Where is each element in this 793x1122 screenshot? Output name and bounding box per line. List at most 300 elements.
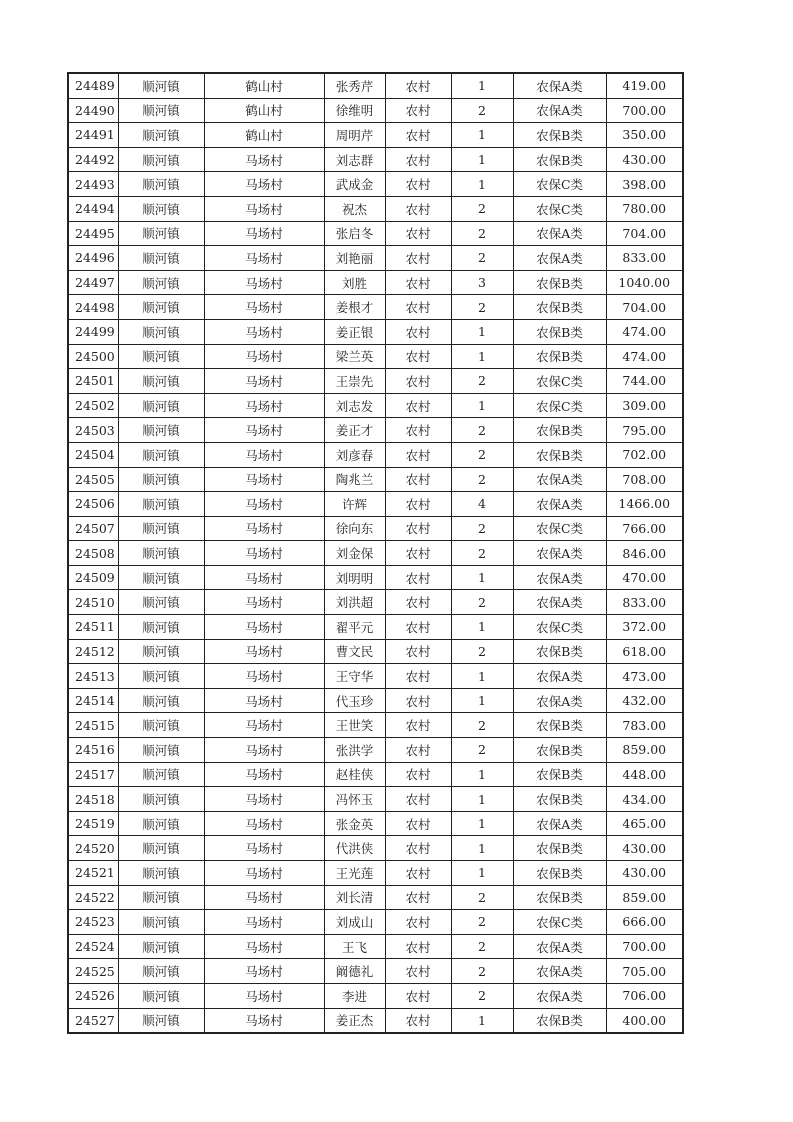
member-count-cell: 2 <box>451 934 513 959</box>
row-id-cell: 24502 <box>68 393 118 418</box>
insurance-category-cell: 农保C类 <box>513 516 606 541</box>
person-name-cell: 王守华 <box>324 664 385 689</box>
household-type-cell: 农村 <box>385 565 451 590</box>
member-count-cell: 2 <box>451 910 513 935</box>
table-row <box>68 565 683 590</box>
member-count-cell: 1 <box>451 762 513 787</box>
household-type-cell: 农村 <box>385 910 451 935</box>
table-row <box>68 246 683 271</box>
member-count-cell: 2 <box>451 295 513 320</box>
member-count-cell: 2 <box>451 959 513 984</box>
person-name-cell: 刘洪超 <box>324 590 385 615</box>
row-id-cell: 24520 <box>68 836 118 861</box>
household-type-cell: 农村 <box>385 442 451 467</box>
village-cell: 马场村 <box>204 172 324 197</box>
table-row <box>68 196 683 221</box>
village-cell: 马场村 <box>204 590 324 615</box>
table-row <box>68 467 683 492</box>
insurance-category-cell: 农保A类 <box>513 688 606 713</box>
row-id-cell: 24505 <box>68 467 118 492</box>
amount-cell: 350.00 <box>606 123 683 148</box>
amount-cell: 700.00 <box>606 934 683 959</box>
insurance-category-cell: 农保A类 <box>513 565 606 590</box>
insurance-category-cell: 农保B类 <box>513 442 606 467</box>
table-row <box>68 934 683 959</box>
member-count-cell: 2 <box>451 713 513 738</box>
table-row <box>68 959 683 984</box>
table-row <box>68 836 683 861</box>
village-cell: 马场村 <box>204 467 324 492</box>
household-type-cell: 农村 <box>385 172 451 197</box>
town-cell: 顺河镇 <box>118 492 204 517</box>
table-row <box>68 123 683 148</box>
village-cell: 马场村 <box>204 639 324 664</box>
row-id-cell: 24497 <box>68 270 118 295</box>
person-name-cell: 翟平元 <box>324 615 385 640</box>
person-name-cell: 曹文民 <box>324 639 385 664</box>
row-id-cell: 24506 <box>68 492 118 517</box>
person-name-cell: 姜正杰 <box>324 1008 385 1033</box>
row-id-cell: 24519 <box>68 811 118 836</box>
amount-cell: 419.00 <box>606 73 683 98</box>
insurance-category-cell: 农保C类 <box>513 393 606 418</box>
amount-cell: 434.00 <box>606 787 683 812</box>
amount-cell: 473.00 <box>606 664 683 689</box>
town-cell: 顺河镇 <box>118 270 204 295</box>
table-row <box>68 172 683 197</box>
town-cell: 顺河镇 <box>118 516 204 541</box>
amount-cell: 795.00 <box>606 418 683 443</box>
row-id-cell: 24503 <box>68 418 118 443</box>
household-type-cell: 农村 <box>385 418 451 443</box>
village-cell: 马场村 <box>204 836 324 861</box>
row-id-cell: 24525 <box>68 959 118 984</box>
town-cell: 顺河镇 <box>118 615 204 640</box>
village-cell: 马场村 <box>204 270 324 295</box>
person-name-cell: 徐维明 <box>324 98 385 123</box>
village-cell: 马场村 <box>204 762 324 787</box>
row-id-cell: 24512 <box>68 639 118 664</box>
row-id-cell: 24490 <box>68 98 118 123</box>
town-cell: 顺河镇 <box>118 393 204 418</box>
row-id-cell: 24527 <box>68 1008 118 1033</box>
village-cell: 马场村 <box>204 344 324 369</box>
insurance-category-cell: 农保A类 <box>513 541 606 566</box>
household-type-cell: 农村 <box>385 1008 451 1033</box>
town-cell: 顺河镇 <box>118 123 204 148</box>
household-type-cell: 农村 <box>385 270 451 295</box>
member-count-cell: 1 <box>451 861 513 886</box>
person-name-cell: 陶兆兰 <box>324 467 385 492</box>
town-cell: 顺河镇 <box>118 959 204 984</box>
person-name-cell: 赵桂侠 <box>324 762 385 787</box>
insurance-category-cell: 农保B类 <box>513 270 606 295</box>
table-row <box>68 861 683 886</box>
person-name-cell: 刘金保 <box>324 541 385 566</box>
member-count-cell: 2 <box>451 639 513 664</box>
town-cell: 顺河镇 <box>118 983 204 1008</box>
person-name-cell: 周明芹 <box>324 123 385 148</box>
insurance-category-cell: 农保A类 <box>513 664 606 689</box>
person-name-cell: 王世笑 <box>324 713 385 738</box>
row-id-cell: 24526 <box>68 983 118 1008</box>
row-id-cell: 24501 <box>68 369 118 394</box>
table-row <box>68 811 683 836</box>
town-cell: 顺河镇 <box>118 73 204 98</box>
row-id-cell: 24521 <box>68 861 118 886</box>
insurance-category-cell: 农保A类 <box>513 98 606 123</box>
household-type-cell: 农村 <box>385 787 451 812</box>
insurance-category-cell: 农保B类 <box>513 344 606 369</box>
insurance-category-cell: 农保C类 <box>513 615 606 640</box>
amount-cell: 744.00 <box>606 369 683 394</box>
town-cell: 顺河镇 <box>118 738 204 763</box>
household-type-cell: 农村 <box>385 541 451 566</box>
insurance-category-cell: 农保A类 <box>513 221 606 246</box>
row-id-cell: 24523 <box>68 910 118 935</box>
village-cell: 马场村 <box>204 910 324 935</box>
amount-cell: 704.00 <box>606 295 683 320</box>
member-count-cell: 1 <box>451 123 513 148</box>
insurance-category-cell: 农保A类 <box>513 811 606 836</box>
table-row <box>68 516 683 541</box>
table-body <box>68 73 683 1033</box>
row-id-cell: 24492 <box>68 147 118 172</box>
town-cell: 顺河镇 <box>118 836 204 861</box>
member-count-cell: 1 <box>451 147 513 172</box>
row-id-cell: 24517 <box>68 762 118 787</box>
row-id-cell: 24516 <box>68 738 118 763</box>
household-type-cell: 农村 <box>385 516 451 541</box>
town-cell: 顺河镇 <box>118 369 204 394</box>
town-cell: 顺河镇 <box>118 590 204 615</box>
household-type-cell: 农村 <box>385 959 451 984</box>
person-name-cell: 刘长清 <box>324 885 385 910</box>
table-row <box>68 738 683 763</box>
amount-cell: 448.00 <box>606 762 683 787</box>
village-cell: 马场村 <box>204 492 324 517</box>
insurance-category-cell: 农保A类 <box>513 73 606 98</box>
amount-cell: 708.00 <box>606 467 683 492</box>
insurance-category-cell: 农保B类 <box>513 762 606 787</box>
village-cell: 马场村 <box>204 713 324 738</box>
household-type-cell: 农村 <box>385 98 451 123</box>
member-count-cell: 2 <box>451 369 513 394</box>
town-cell: 顺河镇 <box>118 172 204 197</box>
table-row <box>68 270 683 295</box>
table-row <box>68 221 683 246</box>
member-count-cell: 2 <box>451 246 513 271</box>
subsidy-table <box>67 72 684 1034</box>
person-name-cell: 冯怀玉 <box>324 787 385 812</box>
person-name-cell: 姜根才 <box>324 295 385 320</box>
insurance-category-cell: 农保B类 <box>513 861 606 886</box>
person-name-cell: 代玉珍 <box>324 688 385 713</box>
household-type-cell: 农村 <box>385 147 451 172</box>
insurance-category-cell: 农保A类 <box>513 590 606 615</box>
table-row <box>68 688 683 713</box>
table-row <box>68 615 683 640</box>
table-row <box>68 492 683 517</box>
amount-cell: 780.00 <box>606 196 683 221</box>
row-id-cell: 24500 <box>68 344 118 369</box>
insurance-category-cell: 农保B类 <box>513 885 606 910</box>
person-name-cell: 刘成山 <box>324 910 385 935</box>
household-type-cell: 农村 <box>385 73 451 98</box>
amount-cell: 700.00 <box>606 98 683 123</box>
table-row <box>68 639 683 664</box>
insurance-category-cell: 农保B类 <box>513 1008 606 1033</box>
table-row <box>68 295 683 320</box>
person-name-cell: 祝杰 <box>324 196 385 221</box>
table-row <box>68 983 683 1008</box>
table-row <box>68 590 683 615</box>
household-type-cell: 农村 <box>385 196 451 221</box>
household-type-cell: 农村 <box>385 467 451 492</box>
table-row <box>68 319 683 344</box>
member-count-cell: 1 <box>451 73 513 98</box>
member-count-cell: 2 <box>451 590 513 615</box>
household-type-cell: 农村 <box>385 295 451 320</box>
insurance-category-cell: 农保B类 <box>513 713 606 738</box>
village-cell: 马场村 <box>204 393 324 418</box>
village-cell: 马场村 <box>204 147 324 172</box>
town-cell: 顺河镇 <box>118 418 204 443</box>
household-type-cell: 农村 <box>385 713 451 738</box>
person-name-cell: 王崇先 <box>324 369 385 394</box>
row-id-cell: 24524 <box>68 934 118 959</box>
amount-cell: 859.00 <box>606 885 683 910</box>
row-id-cell: 24515 <box>68 713 118 738</box>
town-cell: 顺河镇 <box>118 246 204 271</box>
insurance-category-cell: 农保B类 <box>513 123 606 148</box>
village-cell: 马场村 <box>204 246 324 271</box>
person-name-cell: 刘志群 <box>324 147 385 172</box>
insurance-category-cell: 农保B类 <box>513 836 606 861</box>
insurance-category-cell: 农保C类 <box>513 196 606 221</box>
amount-cell: 1040.00 <box>606 270 683 295</box>
table-row <box>68 787 683 812</box>
table-row <box>68 344 683 369</box>
household-type-cell: 农村 <box>385 688 451 713</box>
person-name-cell: 刘明明 <box>324 565 385 590</box>
household-type-cell: 农村 <box>385 221 451 246</box>
row-id-cell: 24493 <box>68 172 118 197</box>
town-cell: 顺河镇 <box>118 688 204 713</box>
village-cell: 马场村 <box>204 418 324 443</box>
amount-cell: 766.00 <box>606 516 683 541</box>
table-row <box>68 442 683 467</box>
amount-cell: 400.00 <box>606 1008 683 1033</box>
village-cell: 马场村 <box>204 615 324 640</box>
amount-cell: 618.00 <box>606 639 683 664</box>
household-type-cell: 农村 <box>385 836 451 861</box>
amount-cell: 465.00 <box>606 811 683 836</box>
amount-cell: 859.00 <box>606 738 683 763</box>
table-row <box>68 393 683 418</box>
town-cell: 顺河镇 <box>118 541 204 566</box>
household-type-cell: 农村 <box>385 861 451 886</box>
table-row <box>68 73 683 98</box>
village-cell: 马场村 <box>204 565 324 590</box>
row-id-cell: 24508 <box>68 541 118 566</box>
town-cell: 顺河镇 <box>118 934 204 959</box>
amount-cell: 398.00 <box>606 172 683 197</box>
town-cell: 顺河镇 <box>118 861 204 886</box>
town-cell: 顺河镇 <box>118 1008 204 1033</box>
insurance-category-cell: 农保A类 <box>513 467 606 492</box>
insurance-category-cell: 农保C类 <box>513 910 606 935</box>
row-id-cell: 24494 <box>68 196 118 221</box>
town-cell: 顺河镇 <box>118 221 204 246</box>
household-type-cell: 农村 <box>385 369 451 394</box>
member-count-cell: 2 <box>451 418 513 443</box>
village-cell: 马场村 <box>204 959 324 984</box>
row-id-cell: 24511 <box>68 615 118 640</box>
member-count-cell: 2 <box>451 885 513 910</box>
member-count-cell: 2 <box>451 467 513 492</box>
household-type-cell: 农村 <box>385 811 451 836</box>
row-id-cell: 24522 <box>68 885 118 910</box>
town-cell: 顺河镇 <box>118 713 204 738</box>
village-cell: 马场村 <box>204 787 324 812</box>
row-id-cell: 24491 <box>68 123 118 148</box>
amount-cell: 474.00 <box>606 344 683 369</box>
table-row <box>68 713 683 738</box>
village-cell: 马场村 <box>204 369 324 394</box>
member-count-cell: 1 <box>451 836 513 861</box>
town-cell: 顺河镇 <box>118 811 204 836</box>
insurance-category-cell: 农保B类 <box>513 418 606 443</box>
member-count-cell: 1 <box>451 664 513 689</box>
village-cell: 马场村 <box>204 196 324 221</box>
household-type-cell: 农村 <box>385 590 451 615</box>
person-name-cell: 刘胜 <box>324 270 385 295</box>
member-count-cell: 2 <box>451 442 513 467</box>
village-cell: 马场村 <box>204 885 324 910</box>
table-row <box>68 1008 683 1033</box>
person-name-cell: 李进 <box>324 983 385 1008</box>
insurance-category-cell: 农保A类 <box>513 959 606 984</box>
person-name-cell: 姜正才 <box>324 418 385 443</box>
row-id-cell: 24518 <box>68 787 118 812</box>
village-cell: 马场村 <box>204 319 324 344</box>
person-name-cell: 王光莲 <box>324 861 385 886</box>
village-cell: 马场村 <box>204 295 324 320</box>
person-name-cell: 张洪学 <box>324 738 385 763</box>
village-cell: 马场村 <box>204 516 324 541</box>
member-count-cell: 2 <box>451 541 513 566</box>
amount-cell: 430.00 <box>606 147 683 172</box>
household-type-cell: 农村 <box>385 983 451 1008</box>
village-cell: 鹤山村 <box>204 73 324 98</box>
insurance-category-cell: 农保B类 <box>513 147 606 172</box>
person-name-cell: 王飞 <box>324 934 385 959</box>
town-cell: 顺河镇 <box>118 885 204 910</box>
village-cell: 马场村 <box>204 541 324 566</box>
town-cell: 顺河镇 <box>118 147 204 172</box>
member-count-cell: 1 <box>451 319 513 344</box>
town-cell: 顺河镇 <box>118 762 204 787</box>
table-row <box>68 147 683 172</box>
amount-cell: 705.00 <box>606 959 683 984</box>
person-name-cell: 刘志发 <box>324 393 385 418</box>
amount-cell: 702.00 <box>606 442 683 467</box>
amount-cell: 833.00 <box>606 590 683 615</box>
amount-cell: 1466.00 <box>606 492 683 517</box>
household-type-cell: 农村 <box>385 393 451 418</box>
member-count-cell: 2 <box>451 221 513 246</box>
village-cell: 鹤山村 <box>204 98 324 123</box>
town-cell: 顺河镇 <box>118 910 204 935</box>
member-count-cell: 2 <box>451 738 513 763</box>
household-type-cell: 农村 <box>385 492 451 517</box>
amount-cell: 430.00 <box>606 861 683 886</box>
member-count-cell: 2 <box>451 98 513 123</box>
town-cell: 顺河镇 <box>118 319 204 344</box>
amount-cell: 666.00 <box>606 910 683 935</box>
row-id-cell: 24496 <box>68 246 118 271</box>
member-count-cell: 4 <box>451 492 513 517</box>
amount-cell: 430.00 <box>606 836 683 861</box>
insurance-category-cell: 农保B类 <box>513 639 606 664</box>
village-cell: 马场村 <box>204 688 324 713</box>
person-name-cell: 刘艳丽 <box>324 246 385 271</box>
village-cell: 马场村 <box>204 442 324 467</box>
household-type-cell: 农村 <box>385 639 451 664</box>
person-name-cell: 梁兰英 <box>324 344 385 369</box>
insurance-category-cell: 农保A类 <box>513 246 606 271</box>
person-name-cell: 武成金 <box>324 172 385 197</box>
member-count-cell: 1 <box>451 688 513 713</box>
amount-cell: 432.00 <box>606 688 683 713</box>
member-count-cell: 1 <box>451 615 513 640</box>
insurance-category-cell: 农保A类 <box>513 983 606 1008</box>
person-name-cell: 张金英 <box>324 811 385 836</box>
town-cell: 顺河镇 <box>118 467 204 492</box>
household-type-cell: 农村 <box>385 738 451 763</box>
village-cell: 马场村 <box>204 221 324 246</box>
amount-cell: 783.00 <box>606 713 683 738</box>
insurance-category-cell: 农保B类 <box>513 738 606 763</box>
member-count-cell: 1 <box>451 787 513 812</box>
amount-cell: 846.00 <box>606 541 683 566</box>
village-cell: 马场村 <box>204 1008 324 1033</box>
row-id-cell: 24504 <box>68 442 118 467</box>
town-cell: 顺河镇 <box>118 787 204 812</box>
household-type-cell: 农村 <box>385 615 451 640</box>
row-id-cell: 24499 <box>68 319 118 344</box>
amount-cell: 470.00 <box>606 565 683 590</box>
town-cell: 顺河镇 <box>118 295 204 320</box>
person-name-cell: 许辉 <box>324 492 385 517</box>
town-cell: 顺河镇 <box>118 98 204 123</box>
person-name-cell: 刘彦春 <box>324 442 385 467</box>
household-type-cell: 农村 <box>385 344 451 369</box>
table-row <box>68 418 683 443</box>
member-count-cell: 1 <box>451 811 513 836</box>
insurance-category-cell: 农保B类 <box>513 295 606 320</box>
person-name-cell: 徐向东 <box>324 516 385 541</box>
person-name-cell: 姜正银 <box>324 319 385 344</box>
amount-cell: 309.00 <box>606 393 683 418</box>
insurance-category-cell: 农保B类 <box>513 787 606 812</box>
insurance-category-cell: 农保A类 <box>513 934 606 959</box>
member-count-cell: 2 <box>451 983 513 1008</box>
member-count-cell: 2 <box>451 196 513 221</box>
row-id-cell: 24509 <box>68 565 118 590</box>
insurance-category-cell: 农保A类 <box>513 492 606 517</box>
